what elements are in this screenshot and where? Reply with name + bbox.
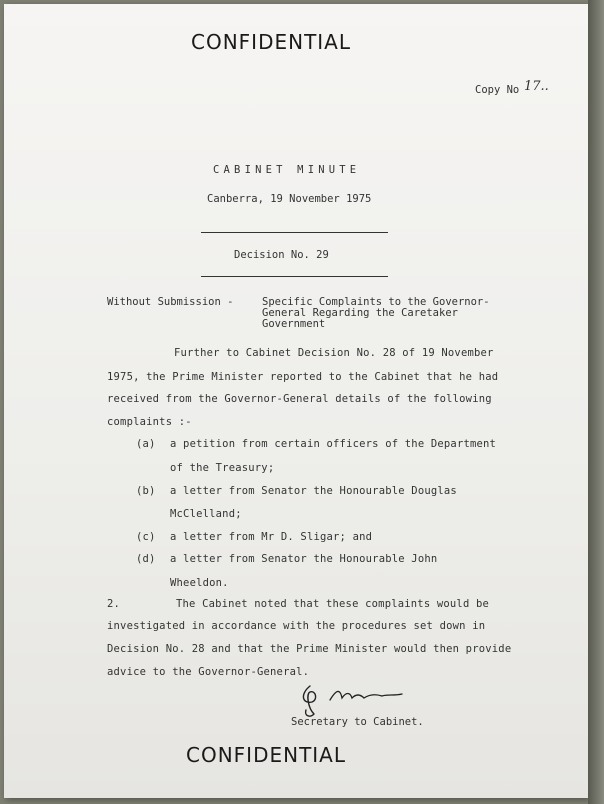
rule-top	[201, 232, 388, 233]
list-item-line: a letter from Senator the Honourable Douglas	[170, 485, 457, 497]
place-date: Canberra, 19 November 1975	[207, 193, 372, 205]
paragraph-line: investigated in accordance with the procedures set down in	[107, 620, 486, 632]
list-item-line: a letter from Mr D. Sligar; and	[170, 531, 373, 543]
subject-label: Without Submission -	[107, 296, 234, 308]
confidential-header: CONFIDENTIAL	[191, 30, 352, 54]
subject-line: General Regarding the Caretaker	[262, 307, 458, 319]
paragraph-line: Decision No. 28 and that the Prime Minister would then provide	[107, 643, 512, 655]
list-item-line: of the Treasury;	[170, 462, 275, 474]
list-item-marker: (a)	[136, 438, 156, 450]
document-title: CABINET MINUTE	[213, 164, 361, 176]
copy-label: Copy No	[475, 84, 520, 96]
rule-bottom	[201, 276, 388, 277]
subject-line: Government	[262, 318, 326, 330]
paragraph-number: 2.	[107, 598, 121, 610]
paragraph-line: Further to Cabinet Decision No. 28 of 19 November	[174, 347, 494, 359]
confidential-footer: CONFIDENTIAL	[186, 743, 347, 767]
list-item-line: McClelland;	[170, 508, 242, 520]
paragraph-line: 1975, the Prime Minister reported to the Cabinet that he had	[107, 371, 499, 383]
list-item-line: a petition from certain officers of the Department	[170, 438, 497, 450]
paragraph-line: advice to the Governor-General.	[107, 666, 310, 678]
subject-line: Specific Complaints to the Governor-	[262, 296, 490, 308]
list-item-marker: (c)	[136, 531, 156, 543]
decision-number: Decision No. 29	[234, 249, 329, 261]
list-item-line: a letter from Senator the Honourable John	[170, 553, 438, 565]
page-shadow-edge	[588, 0, 604, 804]
list-item-marker: (b)	[136, 485, 156, 497]
list-item-line: Wheeldon.	[170, 577, 229, 589]
paragraph-line: received from the Governor-General details of the following	[107, 393, 492, 405]
paragraph-line: The Cabinet noted that these complaints would be	[176, 598, 490, 610]
list-item-marker: (d)	[136, 553, 156, 565]
copy-number-handwritten: 17..	[524, 79, 549, 94]
signatory-title: Secretary to Cabinet.	[291, 716, 424, 728]
paragraph-line: complaints :-	[107, 416, 192, 428]
